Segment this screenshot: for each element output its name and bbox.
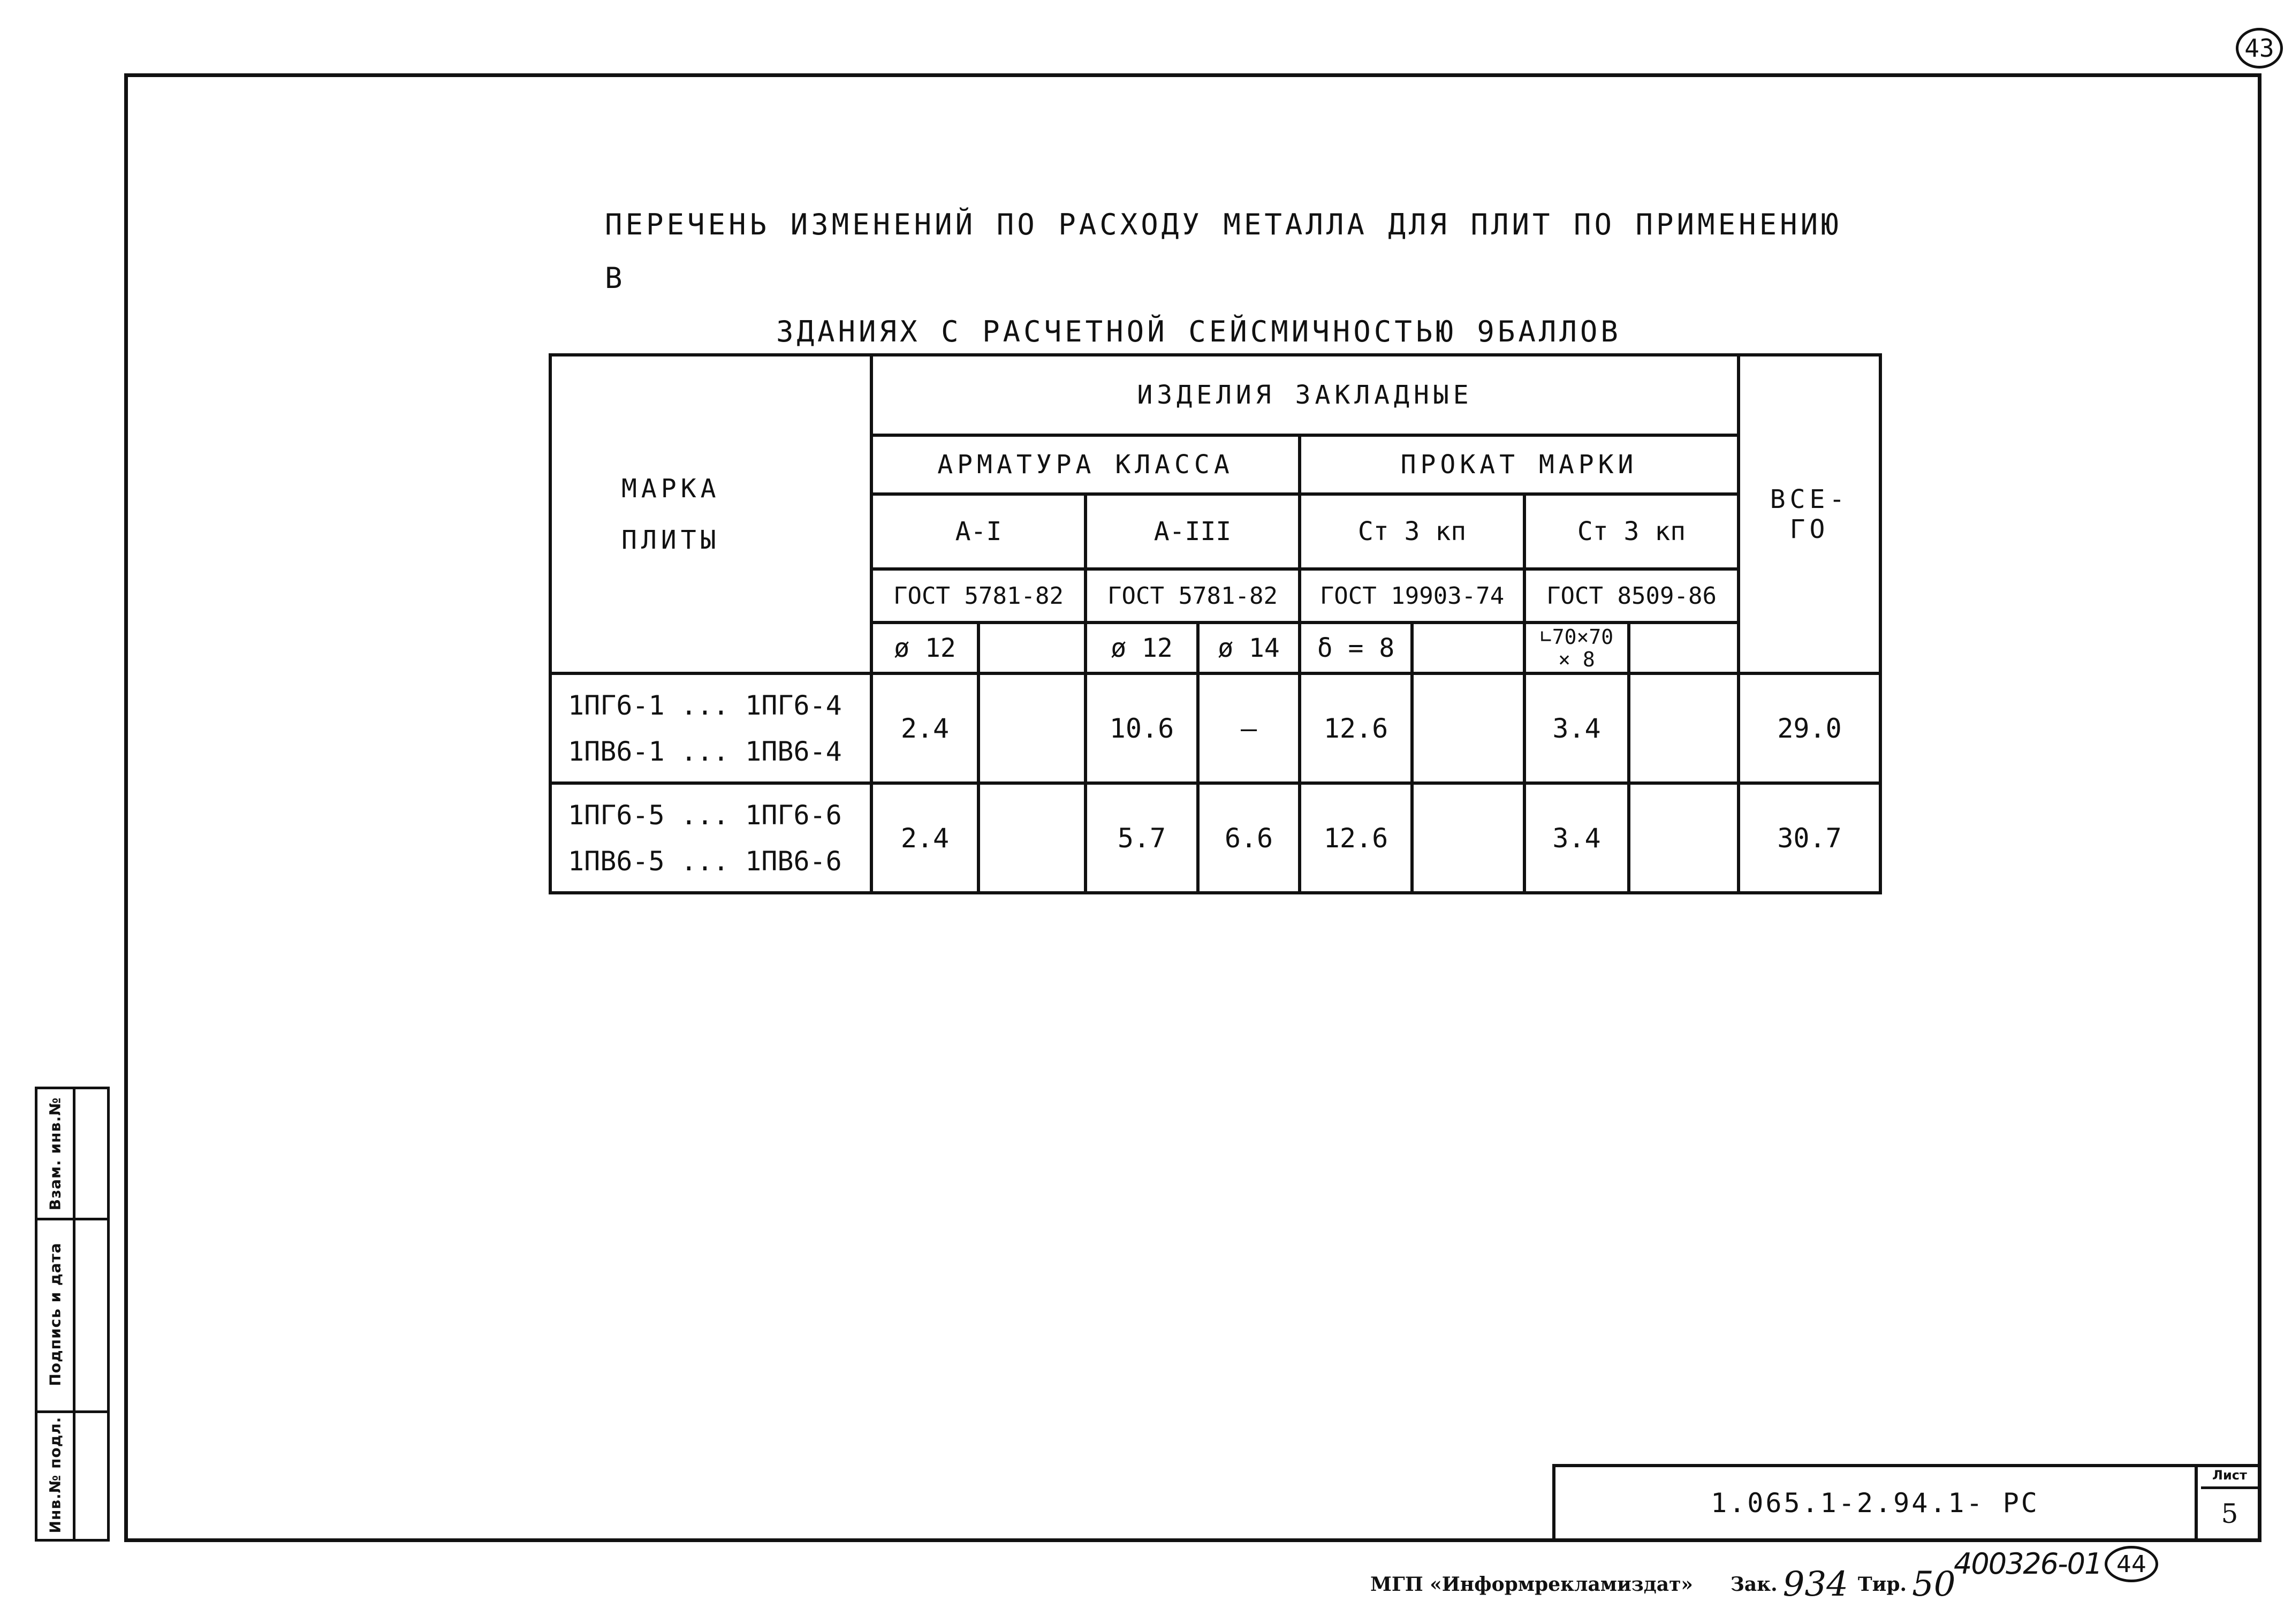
cell-angle: 3.4 — [1524, 673, 1629, 783]
order-value: 934 — [1782, 1565, 1848, 1604]
row-mark: 1ПГ6-5 ... 1ПГ6-6 1ПВ6-5 ... 1ПВ6-6 — [550, 783, 871, 893]
document-number: 400326-01 — [1954, 1547, 2102, 1581]
stamp-divider — [73, 1089, 75, 1539]
stamp-replace-inv: Взам. инв.№ — [46, 1097, 64, 1210]
embedded-items-header: ИЗДЕЛИЯ ЗАКЛАДНЫЕ — [871, 355, 1739, 435]
table-row — [550, 673, 1880, 783]
cell-a3-d12: 5.7 — [1086, 783, 1198, 893]
cell-a3-d14: — — [1198, 673, 1300, 783]
footer-page-number: 44 — [2105, 1546, 2158, 1582]
title-line-2: ЗДАНИЯХ С РАСЧЕТНОЙ СЕЙСМИЧНОСТЬЮ 9БАЛЛОВ — [776, 315, 1621, 348]
order-label: Зак. — [1730, 1573, 1778, 1596]
stamp-sign-date: Подпись и дата — [46, 1242, 64, 1386]
stamp-inv-orig: Инв.№ подл. — [46, 1416, 64, 1533]
print-run-label: Тир. — [1857, 1573, 1907, 1596]
empty-cell — [1412, 673, 1524, 783]
cell-sheet: 12.6 — [1300, 783, 1412, 893]
side-stamp — [35, 1087, 110, 1542]
armature-class-header: АРМАТУРА КЛАССА — [871, 435, 1300, 494]
title-block — [1552, 1464, 2261, 1542]
rolled-grade-header: ПРОКАТ МАРКИ — [1300, 435, 1739, 494]
gost-angle: ГОСТ 8509-86 — [1524, 569, 1739, 623]
gost-sheet: ГОСТ 19903-74 — [1300, 569, 1524, 623]
grade-st3kp-sheet: Ст 3 кп — [1300, 494, 1524, 569]
size-a1-d12: ø 12 — [871, 623, 978, 673]
gost-a1: ГОСТ 5781-82 — [871, 569, 1086, 623]
document-title — [605, 198, 1847, 359]
cell-total: 29.0 — [1739, 673, 1880, 783]
cell-a1: 2.4 — [871, 673, 978, 783]
grade-st3kp-angle: Ст 3 кп — [1524, 494, 1739, 569]
corner-page-number: 43 — [2236, 28, 2283, 69]
cell-a3-d14: 6.6 — [1198, 783, 1300, 893]
size-angle: ∟70×70 × 8 — [1524, 623, 1629, 673]
mark-header: МАРКА ПЛИТЫ — [550, 355, 871, 673]
size-a3-d14: ø 14 — [1198, 623, 1300, 673]
gost-a3: ГОСТ 5781-82 — [1086, 569, 1300, 623]
empty-cell — [1412, 623, 1524, 673]
size-sheet-8: δ = 8 — [1300, 623, 1412, 673]
sheet-number: 5 — [2221, 1498, 2238, 1529]
print-run-value: 50 — [1912, 1565, 1956, 1604]
cell-sheet: 12.6 — [1300, 673, 1412, 783]
header-row-1 — [550, 355, 1880, 435]
empty-cell — [1629, 623, 1739, 673]
empty-cell — [1412, 783, 1524, 893]
metal-consumption-table — [549, 353, 1882, 894]
empty-cell — [978, 623, 1086, 673]
cell-angle: 3.4 — [1524, 783, 1629, 893]
empty-cell — [1629, 673, 1739, 783]
empty-cell — [1629, 783, 1739, 893]
class-a1: А-I — [871, 494, 1086, 569]
table-row — [550, 783, 1880, 893]
empty-cell — [978, 673, 1086, 783]
size-a3-d12: ø 12 — [1086, 623, 1198, 673]
cell-a3-d12: 10.6 — [1086, 673, 1198, 783]
empty-cell — [978, 783, 1086, 893]
row-mark: 1ПГ6-1 ... 1ПГ6-4 1ПВ6-1 ... 1ПВ6-4 — [550, 673, 871, 783]
total-header: ВСЕ- ГО — [1739, 355, 1880, 673]
class-a3: А-III — [1086, 494, 1300, 569]
publisher: МГП «Информрекламиздат» — [1370, 1573, 1693, 1596]
cell-total: 30.7 — [1739, 783, 1880, 893]
document-code: 1.065.1-2.94.1- РС — [1555, 1467, 2198, 1539]
cell-a1: 2.4 — [871, 783, 978, 893]
sheet-label: Лист — [2201, 1464, 2258, 1489]
title-line-1: ПЕРЕЧЕНЬ ИЗМЕНЕНИЙ ПО РАСХОДУ МЕТАЛЛА ДЛЯ ПЛИТ ПО ПРИМЕНЕНИЮ В — [605, 208, 1842, 295]
